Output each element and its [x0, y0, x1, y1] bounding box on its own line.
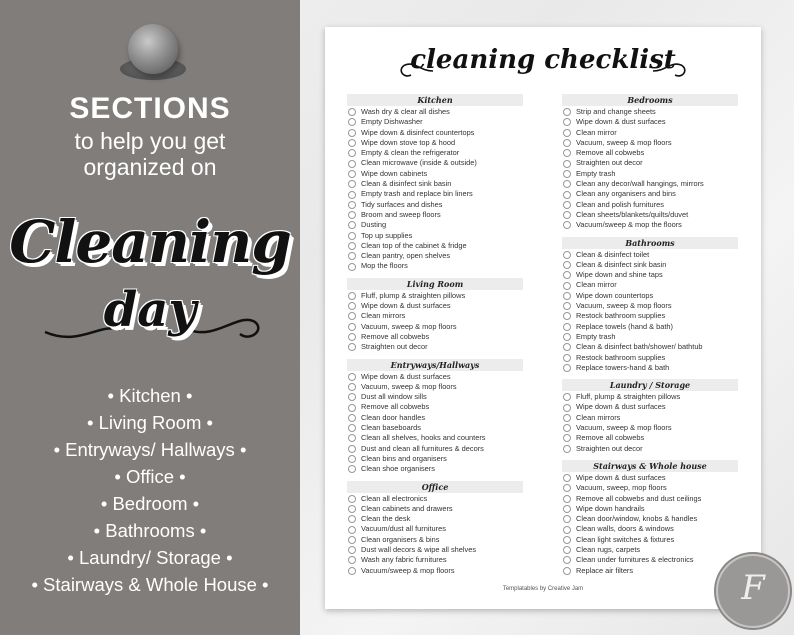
checkbox-circle-icon[interactable] — [348, 383, 356, 391]
checkbox-circle-icon[interactable] — [348, 263, 356, 271]
checklist-item — [562, 433, 738, 443]
checklist-item — [347, 382, 523, 392]
section-title: Bedrooms — [562, 94, 738, 106]
checklist-section — [347, 94, 523, 272]
checklist-item-label: Wipe down & dust surfaces — [361, 301, 451, 311]
checklist-item — [347, 444, 523, 454]
checklist-item — [562, 210, 738, 220]
checklist-item — [347, 231, 523, 241]
checkbox-circle-icon[interactable] — [563, 434, 571, 442]
checklist-item-label: Clean mirrors — [576, 412, 621, 422]
checkbox-circle-icon[interactable] — [563, 515, 571, 523]
checklist-item — [562, 107, 738, 117]
checkbox-circle-icon[interactable] — [348, 434, 356, 442]
checkbox-circle-icon[interactable] — [563, 445, 571, 453]
tagline-line-2: organized on — [83, 154, 217, 180]
checklist-item — [347, 392, 523, 402]
checklist-item-label: Clean all electronics — [361, 493, 428, 503]
checklist-item — [562, 250, 738, 260]
tagline-line-1: to help you get — [74, 128, 226, 154]
checklist-item — [562, 353, 738, 363]
checklist-section — [347, 481, 523, 576]
checklist-item — [347, 210, 523, 220]
checkbox-circle-icon[interactable] — [348, 180, 356, 188]
page-footer: Templatables by Creative Jam — [502, 586, 584, 592]
checklist-item — [562, 392, 738, 402]
checkbox-circle-icon[interactable] — [563, 139, 571, 147]
checkbox-circle-icon[interactable] — [563, 536, 571, 544]
checklist-section — [562, 379, 738, 454]
checklist-column-right — [562, 94, 738, 582]
checklist-item-label: Remove all cobwebs — [576, 148, 645, 158]
checklist-item-label: Wipe down & dust surfaces — [361, 371, 451, 381]
checklist-item-label: Clean pantry, open shelves — [361, 251, 451, 261]
checklist-item-label: Vacuum, sweep & mop floors — [576, 423, 672, 433]
checkbox-circle-icon[interactable] — [563, 474, 571, 482]
checklist-item — [562, 260, 738, 270]
checklist-item — [347, 179, 523, 189]
checkbox-circle-icon[interactable] — [563, 261, 571, 269]
checkbox-circle-icon[interactable] — [563, 118, 571, 126]
checkbox-circle-icon[interactable] — [563, 505, 571, 513]
checklist-item — [562, 342, 738, 352]
checklist-item — [562, 555, 738, 565]
checklist-item-label: Clean baseboards — [361, 423, 421, 433]
checklist-section — [562, 94, 738, 231]
checklist-item — [562, 545, 738, 555]
checkbox-circle-icon[interactable] — [348, 292, 356, 300]
checkbox-circle-icon[interactable] — [563, 129, 571, 137]
checklist-item — [347, 200, 523, 210]
checkbox-circle-icon[interactable] — [348, 312, 356, 320]
checkbox-circle-icon[interactable] — [348, 445, 356, 453]
panel-tagline — [0, 128, 300, 180]
checkbox-circle-icon[interactable] — [563, 343, 571, 351]
checklist-item — [562, 311, 738, 321]
checklist-item — [347, 566, 523, 576]
checklist-item-label: Vacuum/dust all furnitures — [361, 524, 446, 534]
checkbox-circle-icon[interactable] — [348, 191, 356, 199]
checklist-item-label: Vacuum, sweep & mop floors — [576, 137, 672, 147]
checklist-item-label: Remove all cobwebs — [361, 402, 430, 412]
checkbox-circle-icon[interactable] — [563, 546, 571, 554]
checkbox-circle-icon[interactable] — [563, 567, 571, 575]
checklist-item — [347, 402, 523, 412]
checklist-item-label: Wipe down & dust surfaces — [576, 402, 666, 412]
checklist-item — [347, 342, 523, 352]
checkbox-circle-icon[interactable] — [348, 160, 356, 168]
bullet-item: • Entryways/ Hallways • — [53, 439, 247, 460]
checklist-item — [562, 423, 738, 433]
checkbox-circle-icon[interactable] — [348, 536, 356, 544]
section-title: Bathrooms — [562, 237, 738, 249]
bullet-item: • Bedroom • — [100, 493, 200, 514]
section-title: Kitchen — [347, 94, 523, 106]
checklist-section — [347, 278, 523, 353]
bullet-item: • Office • — [114, 466, 186, 487]
checklist-item — [562, 444, 738, 454]
checklist-item-label: Dust wall decors & wipe all shelves — [361, 544, 477, 554]
checklist-item-label: Clean walls, doors & windows — [576, 524, 674, 534]
checklist-item-label: Straighten out decor — [361, 342, 428, 352]
checklist-item — [562, 128, 738, 138]
checklist-column-left — [347, 94, 523, 582]
checklist-item-label: Wash any fabric furnitures — [361, 555, 447, 565]
checklist-item-label: Dust and clean all furnitures & decors — [361, 443, 484, 453]
checklist-item-label: Fluff, plump & straighten pillows — [361, 290, 466, 300]
checklist-item — [347, 413, 523, 423]
checkbox-circle-icon[interactable] — [348, 556, 356, 564]
checklist-item — [562, 402, 738, 412]
checklist-item-label: Clean mirrors — [361, 311, 406, 321]
checklist-item-label: Wipe down and shine taps — [576, 270, 663, 280]
checklist-item — [562, 566, 738, 576]
checklist-item-label: Wipe down stove top & hood — [361, 137, 456, 147]
checklist-item — [347, 504, 523, 514]
checklist-item-label: Broom and sweep floors — [361, 209, 441, 219]
checkbox-circle-icon[interactable] — [563, 312, 571, 320]
title-flourish-right-icon — [651, 57, 691, 83]
checkbox-circle-icon[interactable] — [348, 414, 356, 422]
checkbox-circle-icon[interactable] — [563, 221, 571, 229]
checkbox-circle-icon[interactable] — [348, 404, 356, 412]
checklist-item — [562, 189, 738, 199]
checklist-item — [562, 363, 738, 373]
checklist-item-label: Tidy surfaces and dishes — [361, 199, 443, 209]
checkbox-circle-icon[interactable] — [563, 556, 571, 564]
checkbox-circle-icon[interactable] — [563, 251, 571, 259]
checklist-item — [562, 514, 738, 524]
checkbox-circle-icon[interactable] — [348, 252, 356, 260]
checklist-item — [562, 473, 738, 483]
checklist-section — [347, 359, 523, 475]
checkbox-circle-icon[interactable] — [563, 271, 571, 279]
checklist-item — [562, 322, 738, 332]
checkbox-circle-icon[interactable] — [563, 364, 571, 372]
checkbox-circle-icon[interactable] — [563, 526, 571, 534]
checklist-item-label: Vacuum, sweep & mop floors — [361, 321, 457, 331]
checklist-section — [562, 460, 738, 576]
checklist-item — [562, 494, 738, 504]
checkbox-circle-icon[interactable] — [563, 393, 571, 401]
checkbox-circle-icon[interactable] — [348, 221, 356, 229]
checklist-item-label: Replace air filters — [576, 565, 634, 575]
checklist-item-label: Dust all window sills — [361, 392, 427, 402]
checkbox-circle-icon[interactable] — [563, 292, 571, 300]
checklist-item — [347, 454, 523, 464]
checklist-item — [562, 158, 738, 168]
checklist-item-label: Remove all cobwebs and dust ceilings — [576, 493, 702, 503]
checkbox-circle-icon[interactable] — [348, 495, 356, 503]
checkbox-circle-icon[interactable] — [348, 129, 356, 137]
checklist-item — [347, 535, 523, 545]
checklist-item — [347, 423, 523, 433]
checklist-item-label: Straighten out decor — [576, 158, 643, 168]
checklist-item — [562, 535, 738, 545]
checkbox-circle-icon[interactable] — [348, 373, 356, 381]
checkbox-circle-icon[interactable] — [348, 201, 356, 209]
checklist-item — [347, 494, 523, 504]
checklist-item — [562, 117, 738, 127]
checklist-item — [562, 270, 738, 280]
checkbox-circle-icon[interactable] — [563, 108, 571, 116]
checklist-item — [562, 280, 738, 290]
checklist-item — [347, 138, 523, 148]
bullet-item: • Laundry/ Storage • — [67, 547, 233, 568]
section-title: Laundry / Storage — [562, 379, 738, 391]
checkbox-circle-icon[interactable] — [348, 302, 356, 310]
checklist-item-label: Fluff, plump & straighten pillows — [576, 392, 681, 402]
checklist-item — [562, 200, 738, 210]
checklist-item-label: Clean & disinfect sink basin — [576, 259, 667, 269]
checklist-item-label: Clean shoe organisers — [361, 464, 435, 474]
checkbox-circle-icon[interactable] — [348, 118, 356, 126]
checklist-item — [347, 117, 523, 127]
checklist-item — [347, 128, 523, 138]
checklist-item — [347, 189, 523, 199]
checklist-title: cleaning checklist — [410, 45, 676, 75]
checkbox-circle-icon[interactable] — [348, 108, 356, 116]
checklist-item-label: Restock bathroom supplies — [576, 352, 666, 362]
checkbox-circle-icon[interactable] — [563, 149, 571, 157]
checkbox-circle-icon[interactable] — [348, 515, 356, 523]
checkbox-circle-icon[interactable] — [348, 139, 356, 147]
checkbox-circle-icon[interactable] — [563, 211, 571, 219]
checklist-item-label: Straighten out decor — [576, 443, 643, 453]
checklist-item-label: Wipe down countertops — [576, 290, 654, 300]
checklist-item — [347, 332, 523, 342]
drawer-knob-image — [128, 24, 178, 74]
checkbox-circle-icon[interactable] — [563, 180, 571, 188]
section-bullet-list — [0, 382, 300, 598]
checklist-item-label: Clean & disinfect toilet — [576, 249, 650, 259]
checkbox-circle-icon[interactable] — [563, 282, 571, 290]
checklist-item-label: Clean and polish furnitures — [576, 199, 664, 209]
checklist-item-label: Replace towers-hand & bath — [576, 362, 670, 372]
bullet-item: • Kitchen • — [107, 385, 193, 406]
checklist-item-label: Clean cabinets and drawers — [361, 503, 453, 513]
checklist-item — [562, 179, 738, 189]
checklist-item-label: Empty trash — [576, 168, 616, 178]
checklist-item — [347, 514, 523, 524]
checkbox-circle-icon[interactable] — [348, 567, 356, 575]
checkbox-circle-icon[interactable] — [563, 302, 571, 310]
checkbox-circle-icon[interactable] — [563, 404, 571, 412]
checklist-item-label: Wipe down & disinfect countertops — [361, 127, 475, 137]
script-title-cleaning: Cleaning — [9, 208, 291, 276]
section-title: Stairways & Whole house — [562, 460, 738, 472]
checklist-item-label: Empty & clean the refrigerator — [361, 148, 460, 158]
checklist-item-label: Clean & disinfect bath/shower/ bathtub — [576, 342, 703, 352]
checklist-item-label: Clean under furnitures & electronics — [576, 555, 694, 565]
checklist-item-label: Wash dry & clear all dishes — [361, 107, 450, 116]
checklist-item — [347, 220, 523, 230]
checkbox-circle-icon[interactable] — [348, 211, 356, 219]
checklist-item — [347, 555, 523, 565]
checkbox-circle-icon[interactable] — [348, 455, 356, 463]
checkbox-circle-icon[interactable] — [348, 505, 356, 513]
section-title: Entryways/Hallways — [347, 359, 523, 371]
checkbox-circle-icon[interactable] — [563, 323, 571, 331]
checkbox-circle-icon[interactable] — [348, 526, 356, 534]
checklist-item-label: Clean the desk — [361, 514, 411, 524]
checklist-item-label: Clean mirror — [576, 127, 617, 137]
checklist-item-label: Clean door/window, knobs & handles — [576, 514, 698, 524]
checklist-item-label: Wipe down & dust surfaces — [576, 472, 666, 482]
checkbox-circle-icon[interactable] — [348, 465, 356, 473]
checklist-item-label: Wipe down handrails — [576, 503, 645, 513]
checklist-item-label: Clean all shelves, hooks and counters — [361, 433, 486, 443]
checklist-item-label: Restock bathroom supplies — [576, 311, 666, 321]
checklist-item-label: Top up supplies — [361, 230, 413, 240]
checklist-item — [347, 261, 523, 271]
checklist-item — [347, 372, 523, 382]
checklist-item-label: Clean microwave (inside & outside) — [361, 158, 477, 168]
checklist-item-label: Clean light switches & fixtures — [576, 534, 675, 544]
script-title-day: day — [103, 282, 197, 338]
checklist-item-label: Clean sheets/blankets/quilts/duvet — [576, 209, 689, 219]
checklist-item-label: Vacuum, sweep & mop floors — [361, 381, 457, 391]
checkbox-circle-icon[interactable] — [348, 323, 356, 331]
checklist-item — [347, 433, 523, 443]
checklist-item-label: Remove all cobwebs — [361, 331, 430, 341]
checklist-item-label: Remove all cobwebs — [576, 433, 645, 443]
checkbox-circle-icon[interactable] — [563, 201, 571, 209]
checklist-item — [347, 545, 523, 555]
checklist-item — [562, 148, 738, 158]
checklist-item — [562, 301, 738, 311]
checklist-item-label: Empty trash — [576, 331, 616, 341]
checkbox-circle-icon[interactable] — [348, 170, 356, 178]
checklist-item-label: Wipe down cabinets — [361, 168, 428, 178]
checklist-item — [562, 483, 738, 493]
checklist-item — [562, 413, 738, 423]
checkbox-circle-icon[interactable] — [348, 546, 356, 554]
checklist-item — [347, 524, 523, 534]
checklist-item-label: Vacuum/sweep & mop the floors — [576, 220, 682, 230]
checklist-item — [562, 332, 738, 342]
checklist-item — [347, 107, 523, 117]
checkbox-circle-icon[interactable] — [563, 495, 571, 503]
checkbox-circle-icon[interactable] — [348, 333, 356, 341]
checklist-item-label: Empty Dishwasher — [361, 117, 423, 127]
checklist-item — [347, 148, 523, 158]
checklist-item — [347, 322, 523, 332]
checklist-item — [347, 241, 523, 251]
brand-monogram-icon: F — [741, 568, 765, 608]
checkbox-circle-icon[interactable] — [348, 149, 356, 157]
checkbox-circle-icon[interactable] — [563, 333, 571, 341]
checklist-item-label: Clean top of the cabinet & fridge — [361, 240, 467, 250]
bullet-item: • Bathrooms • — [93, 520, 207, 541]
brand-logo — [716, 554, 790, 628]
checkbox-circle-icon[interactable] — [563, 424, 571, 432]
checkbox-circle-icon[interactable] — [563, 191, 571, 199]
checkbox-circle-icon[interactable] — [563, 484, 571, 492]
checklist-item-label: Empty trash and replace bin liners — [361, 189, 473, 199]
checkbox-circle-icon[interactable] — [563, 160, 571, 168]
checklist-item-label: Strip and change sheets — [576, 107, 656, 116]
checklist-item-label: Vacuum, sweep & mop floors — [576, 301, 672, 311]
checklist-item — [562, 169, 738, 179]
checkbox-circle-icon[interactable] — [563, 354, 571, 362]
checklist-item-label: Wipe down & dust surfaces — [576, 117, 666, 127]
checklist-section — [562, 237, 738, 374]
checklist-item-label: Clean rugs, carpets — [576, 544, 641, 554]
checklist-item-label: Clean organisers & bins — [361, 534, 440, 544]
checklist-item-label: Vacuum/sweep & mop floors — [361, 565, 455, 575]
panel-heading: SECTIONS — [69, 92, 231, 125]
checklist-item-label: Clean bins and organisers — [361, 453, 447, 463]
checklist-item — [347, 158, 523, 168]
checkbox-circle-icon[interactable] — [348, 343, 356, 351]
checklist-item — [347, 291, 523, 301]
section-title: Living Room — [347, 278, 523, 290]
checklist-item — [562, 138, 738, 148]
checklist-item — [347, 251, 523, 261]
checklist-item — [562, 291, 738, 301]
checklist-item — [562, 220, 738, 230]
checkbox-circle-icon[interactable] — [348, 242, 356, 250]
checkbox-circle-icon[interactable] — [563, 414, 571, 422]
checklist-item-label: Clean mirror — [576, 280, 617, 290]
section-title: Office — [347, 481, 523, 493]
checklist-item-label: Clean & disinfect sink basin — [361, 179, 452, 189]
checklist-item — [347, 464, 523, 474]
checklist-page — [325, 27, 761, 609]
checklist-item-label: Dusting — [361, 220, 387, 230]
checklist-item-label: Clean door handles — [361, 412, 426, 422]
bullet-item: • Stairways & Whole House • — [31, 574, 269, 595]
bullet-item: • Living Room • — [86, 412, 214, 433]
promo-panel — [0, 0, 300, 635]
checklist-item-label: Replace towels (hand & bath) — [576, 321, 673, 331]
checklist-item-label: Clean any organisers and bins — [576, 189, 676, 199]
checklist-item — [562, 524, 738, 534]
checkbox-circle-icon[interactable] — [348, 424, 356, 432]
checklist-item-label: Clean any decor/wall hangings, mirrors — [576, 179, 704, 189]
checkbox-circle-icon[interactable] — [348, 393, 356, 401]
checklist-item — [347, 311, 523, 321]
checklist-item — [347, 169, 523, 179]
checkbox-circle-icon[interactable] — [563, 170, 571, 178]
checklist-item — [562, 504, 738, 514]
checklist-item-label: Mop the floors — [361, 261, 408, 271]
checklist-item-label: Vacuum, sweep, mop floors — [576, 483, 667, 493]
checklist-item — [347, 301, 523, 311]
checkbox-circle-icon[interactable] — [348, 232, 356, 240]
